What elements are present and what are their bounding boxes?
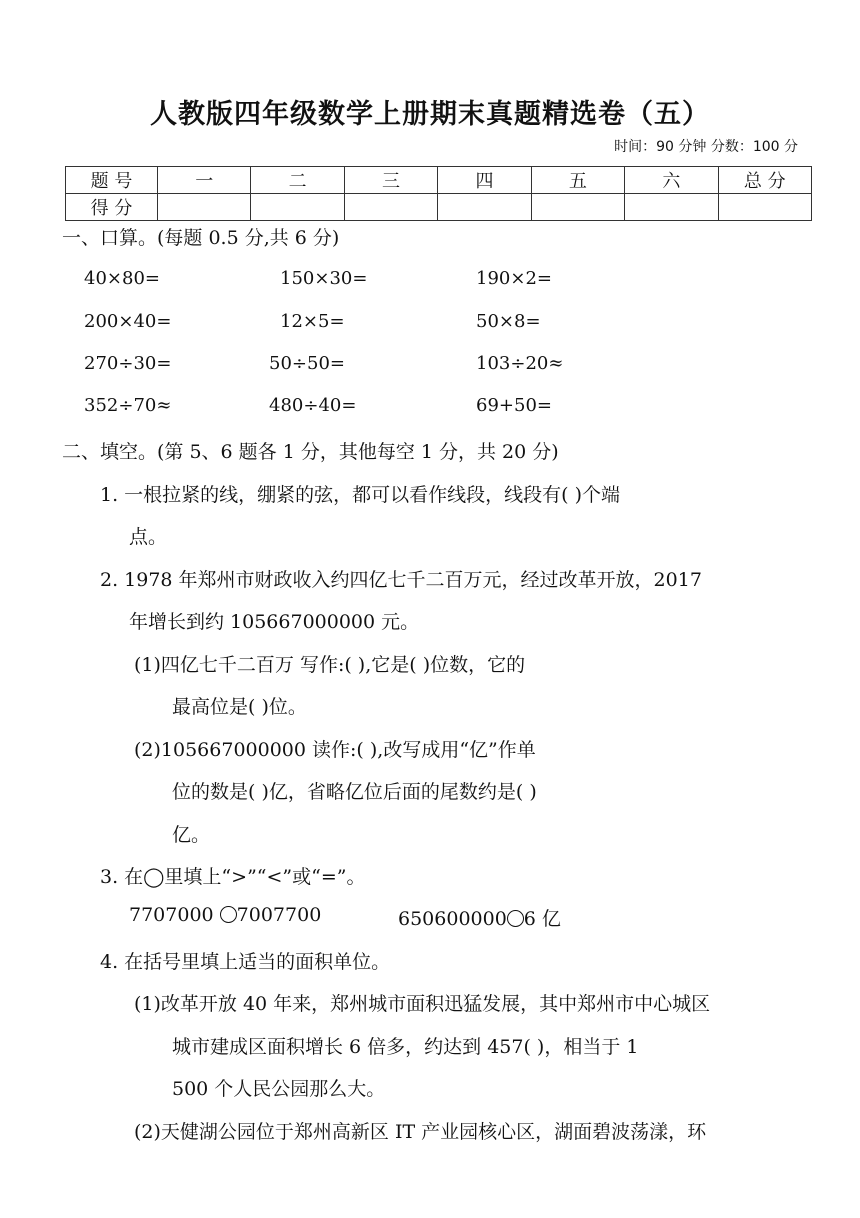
question-2-2-cont2: 亿。 <box>172 824 211 846</box>
compare-b <box>398 904 561 931</box>
oral-item: 69+50= <box>476 395 552 416</box>
score-table-score-row <box>66 194 812 221</box>
header-cell: 总 分 <box>718 167 811 194</box>
score-cell[interactable] <box>531 194 624 221</box>
score-cell[interactable] <box>438 194 531 221</box>
question-2-1-cont: 最高位是( )位。 <box>172 696 307 718</box>
score-table-header-row <box>66 167 812 194</box>
score-cell[interactable] <box>718 194 811 221</box>
compare-a-left: 7707000 <box>129 904 214 926</box>
oral-item: 50×8= <box>476 311 541 332</box>
header-cell: 一 <box>158 167 251 194</box>
score-cell[interactable] <box>625 194 718 221</box>
row-label: 得 分 <box>66 194 158 221</box>
compare-a-right: 7007700 <box>236 904 322 926</box>
score-cell[interactable] <box>344 194 437 221</box>
oral-item: 352÷70≈ <box>84 395 172 416</box>
header-cell: 三 <box>344 167 437 194</box>
oral-item: 270÷30= <box>84 353 172 374</box>
question-4-1: (1)改革开放 40 年来，郑州城市面积迅猛发展，其中郑州市中心城区 <box>134 993 711 1015</box>
oral-item: 190×2= <box>476 268 552 289</box>
question-3: 3. 在◯里填上“>”“<”或“=”。 <box>100 866 366 888</box>
exam-meta: 时间：90 分钟 分数：100 分 <box>614 139 798 155</box>
question-2-cont: 年增长到约 105667000000 元。 <box>129 611 420 633</box>
compare-circle[interactable] <box>220 906 237 923</box>
oral-item: 103÷20≈ <box>476 353 564 374</box>
header-cell: 题 号 <box>66 167 158 194</box>
header-cell: 六 <box>625 167 718 194</box>
header-cell: 二 <box>251 167 344 194</box>
oral-item: 150×30= <box>280 268 368 289</box>
question-2-2: (2)105667000000 读作:( ),改写成用“亿”作单 <box>134 739 536 761</box>
score-cell[interactable] <box>158 194 251 221</box>
oral-item: 40×80= <box>84 268 160 289</box>
score-cell[interactable] <box>251 194 344 221</box>
question-4-1-cont: 城市建成区面积增长 6 倍多，约达到 457( )，相当于 1 <box>172 1036 639 1058</box>
compare-b-left: 650600000 <box>398 908 507 930</box>
header-cell: 五 <box>531 167 624 194</box>
section2-heading: 二、填空。(第 5、6 题各 1 分，其他每空 1 分，共 20 分) <box>62 441 559 463</box>
compare-a <box>129 904 321 926</box>
compare-circle[interactable] <box>507 910 524 927</box>
question-4-2: (2)天健湖公园位于郑州高新区 IT 产业园核心区，湖面碧波荡漾，环 <box>134 1121 707 1143</box>
compare-b-right: 6 亿 <box>523 908 561 930</box>
header-cell: 四 <box>438 167 531 194</box>
question-4-1-cont2: 500 个人民公园那么大。 <box>172 1078 386 1100</box>
question-2: 2. 1978 年郑州市财政收入约四亿七千二百万元，经过改革开放，2017 <box>100 569 702 591</box>
question-1: 1. 一根拉紧的线，绷紧的弦，都可以看作线段，线段有( )个端 <box>100 484 621 506</box>
page-title: 人教版四年级数学上册期末真题精选卷（五） <box>150 99 710 130</box>
section1-heading: 一、口算。(每题 0.5 分,共 6 分) <box>62 227 340 249</box>
oral-item: 12×5= <box>280 311 345 332</box>
question-1-cont: 点。 <box>129 526 168 548</box>
oral-item: 480÷40= <box>269 395 357 416</box>
oral-item: 200×40= <box>84 311 172 332</box>
question-2-1: (1)四亿七千二百万 写作:( ),它是( )位数，它的 <box>134 654 526 676</box>
score-table <box>65 166 812 221</box>
question-4: 4. 在括号里填上适当的面积单位。 <box>100 951 391 973</box>
oral-item: 50÷50= <box>269 353 345 374</box>
question-2-2-cont: 位的数是( )亿，省略亿位后面的尾数约是( ) <box>172 781 537 803</box>
